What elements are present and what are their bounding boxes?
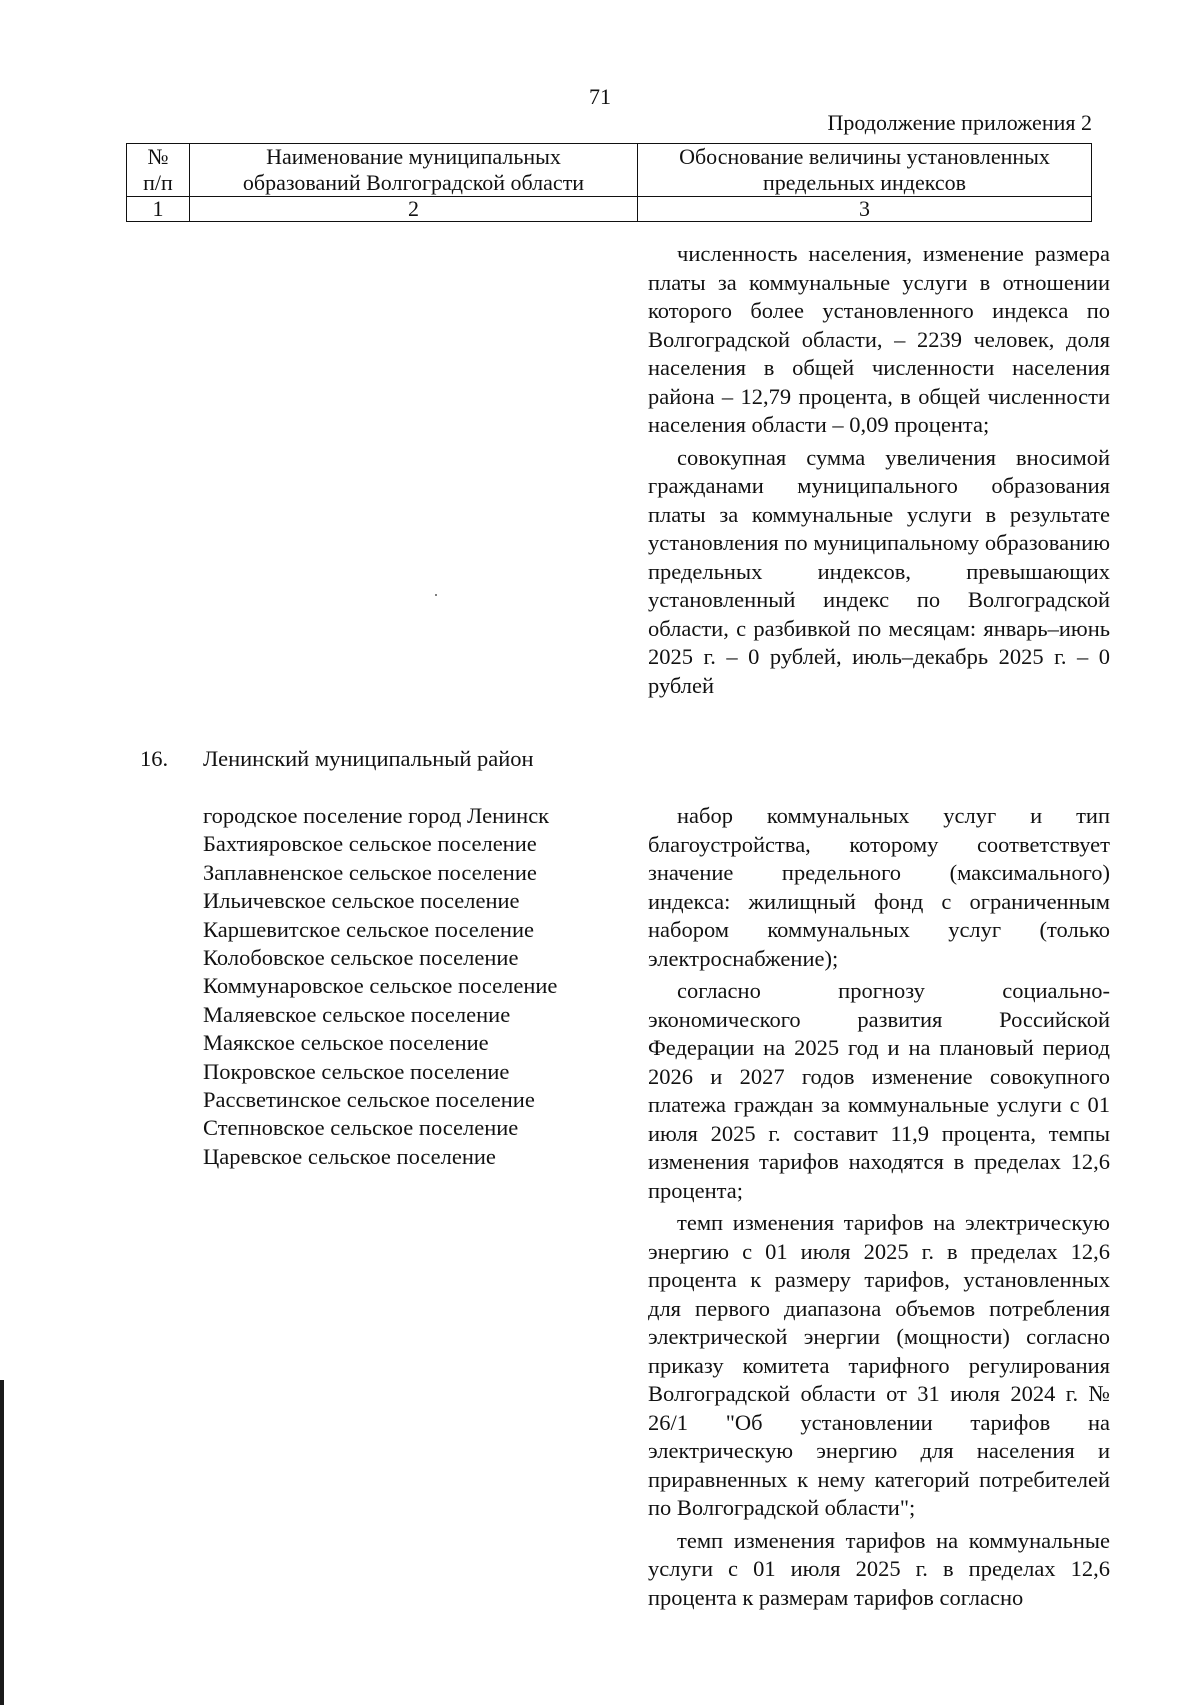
list-item: Каршевитское сельское поселение	[203, 916, 534, 942]
header-justification-line: предельных индексов	[762, 170, 967, 195]
list-item: Степновское сельское поселение	[203, 1115, 519, 1141]
header-name-line: Наименование муниципальных	[266, 144, 561, 169]
list-item: Колобовское сельское поселение	[203, 945, 519, 971]
list-item: Маляевское сельское поселение	[203, 1001, 511, 1027]
column-number: 3	[638, 197, 1092, 222]
justification-paragraph: совокупная сумма увеличения вносимой гражданами муниципального образования платы за коммунальные услуги в результате установления по муниципальному образованию предельных индексов, превышающих установленный индекс по Волгоградской области, с разбивкой по месяцам: январь–июнь 2025 г. – 0 рублей, июль–декабрь 2025 г. – 0 рублей	[648, 444, 1110, 698]
list-item: Царевское сельское поселение	[203, 1143, 496, 1169]
table-header-row	[127, 144, 1092, 197]
justification-paragraph: темп изменения тарифов на электрическую энергию с 01 июля 2025 г. в пределах 12,6 процента к размеру тарифов, установленных для первого диапазона объемов потребления электрической энергии (мощности) согласно приказу комитета тарифного регулирования Волгоградской области от 31 июля 2024 г. № 26/1 "Об установлении тарифов на электрическую энергию для населения и приравненных к нему категорий потребителей по Волгоградской области";	[648, 1210, 1110, 1520]
header-cell-name	[190, 144, 638, 197]
list-item: Рассветинское сельское поселение	[203, 1087, 535, 1113]
list-item: Бахтияровское сельское поселение	[203, 831, 537, 857]
list-item: Коммунаровское сельское поселение	[203, 973, 558, 999]
continued-justification	[648, 240, 1110, 704]
item-justification	[648, 802, 1110, 1616]
header-cell-justification	[638, 144, 1092, 197]
settlement-list	[203, 802, 557, 1171]
header-cell-number	[127, 144, 190, 197]
column-number: 1	[127, 197, 190, 222]
header-number-line: п/п	[143, 170, 173, 195]
page-number: 71	[589, 84, 611, 109]
column-number-row	[127, 197, 1092, 222]
list-item: Покровское сельское поселение	[203, 1058, 510, 1084]
column-number: 2	[190, 197, 638, 222]
continuation-label: Продолжение приложения 2	[827, 110, 1092, 135]
header-justification-line: Обоснование величины установленных	[679, 144, 1050, 169]
justification-paragraph: согласно прогнозу социально-экономического развития Российской Федерации на 2025 год и на плановый период 2026 и 2027 годов изменение совокупного платежа граждан за коммунальные услуги с 01 июля 2025 г. составит 11,9 процента, темпы изменения тарифов находятся в пределах 12,6 процента;	[648, 978, 1110, 1203]
justification-paragraph: темп изменения тарифов на коммунальные услуги с 01 июля 2025 г. в пределах 12,6 процента к размерам тарифов согласно	[648, 1527, 1110, 1610]
list-item: Ильичевское сельское поселение	[203, 888, 520, 914]
list-item: городское поселение город Ленинск	[203, 803, 550, 828]
scan-edge-shadow	[0, 1380, 4, 1705]
item-title: Ленинский муниципальный район	[203, 746, 534, 771]
list-item: Маякское сельское поселение	[203, 1030, 489, 1056]
header-number-line: №	[147, 144, 169, 169]
scan-speck	[435, 594, 437, 596]
justification-paragraph: набор коммунальных услуг и тип благоустройства, которому соответствует значение предельного (максимального) индекса: жилищный фонд с ограниченным набором коммунальных услуг (только электроснабжение);	[648, 803, 1110, 971]
table-header	[126, 143, 1092, 222]
header-name-line: образований Волгоградской области	[242, 170, 585, 195]
justification-paragraph: численность населения, изменение размера платы за коммунальные услуги в отношении которого более установленного индекса по Волгоградской области, – 2239 человек, доля населения в общей численности населения района – 12,79 процента, в общей численности населения области – 0,09 процента;	[648, 241, 1110, 437]
item-number: 16.	[140, 746, 169, 771]
list-item: Заплавненское сельское поселение	[203, 859, 537, 885]
